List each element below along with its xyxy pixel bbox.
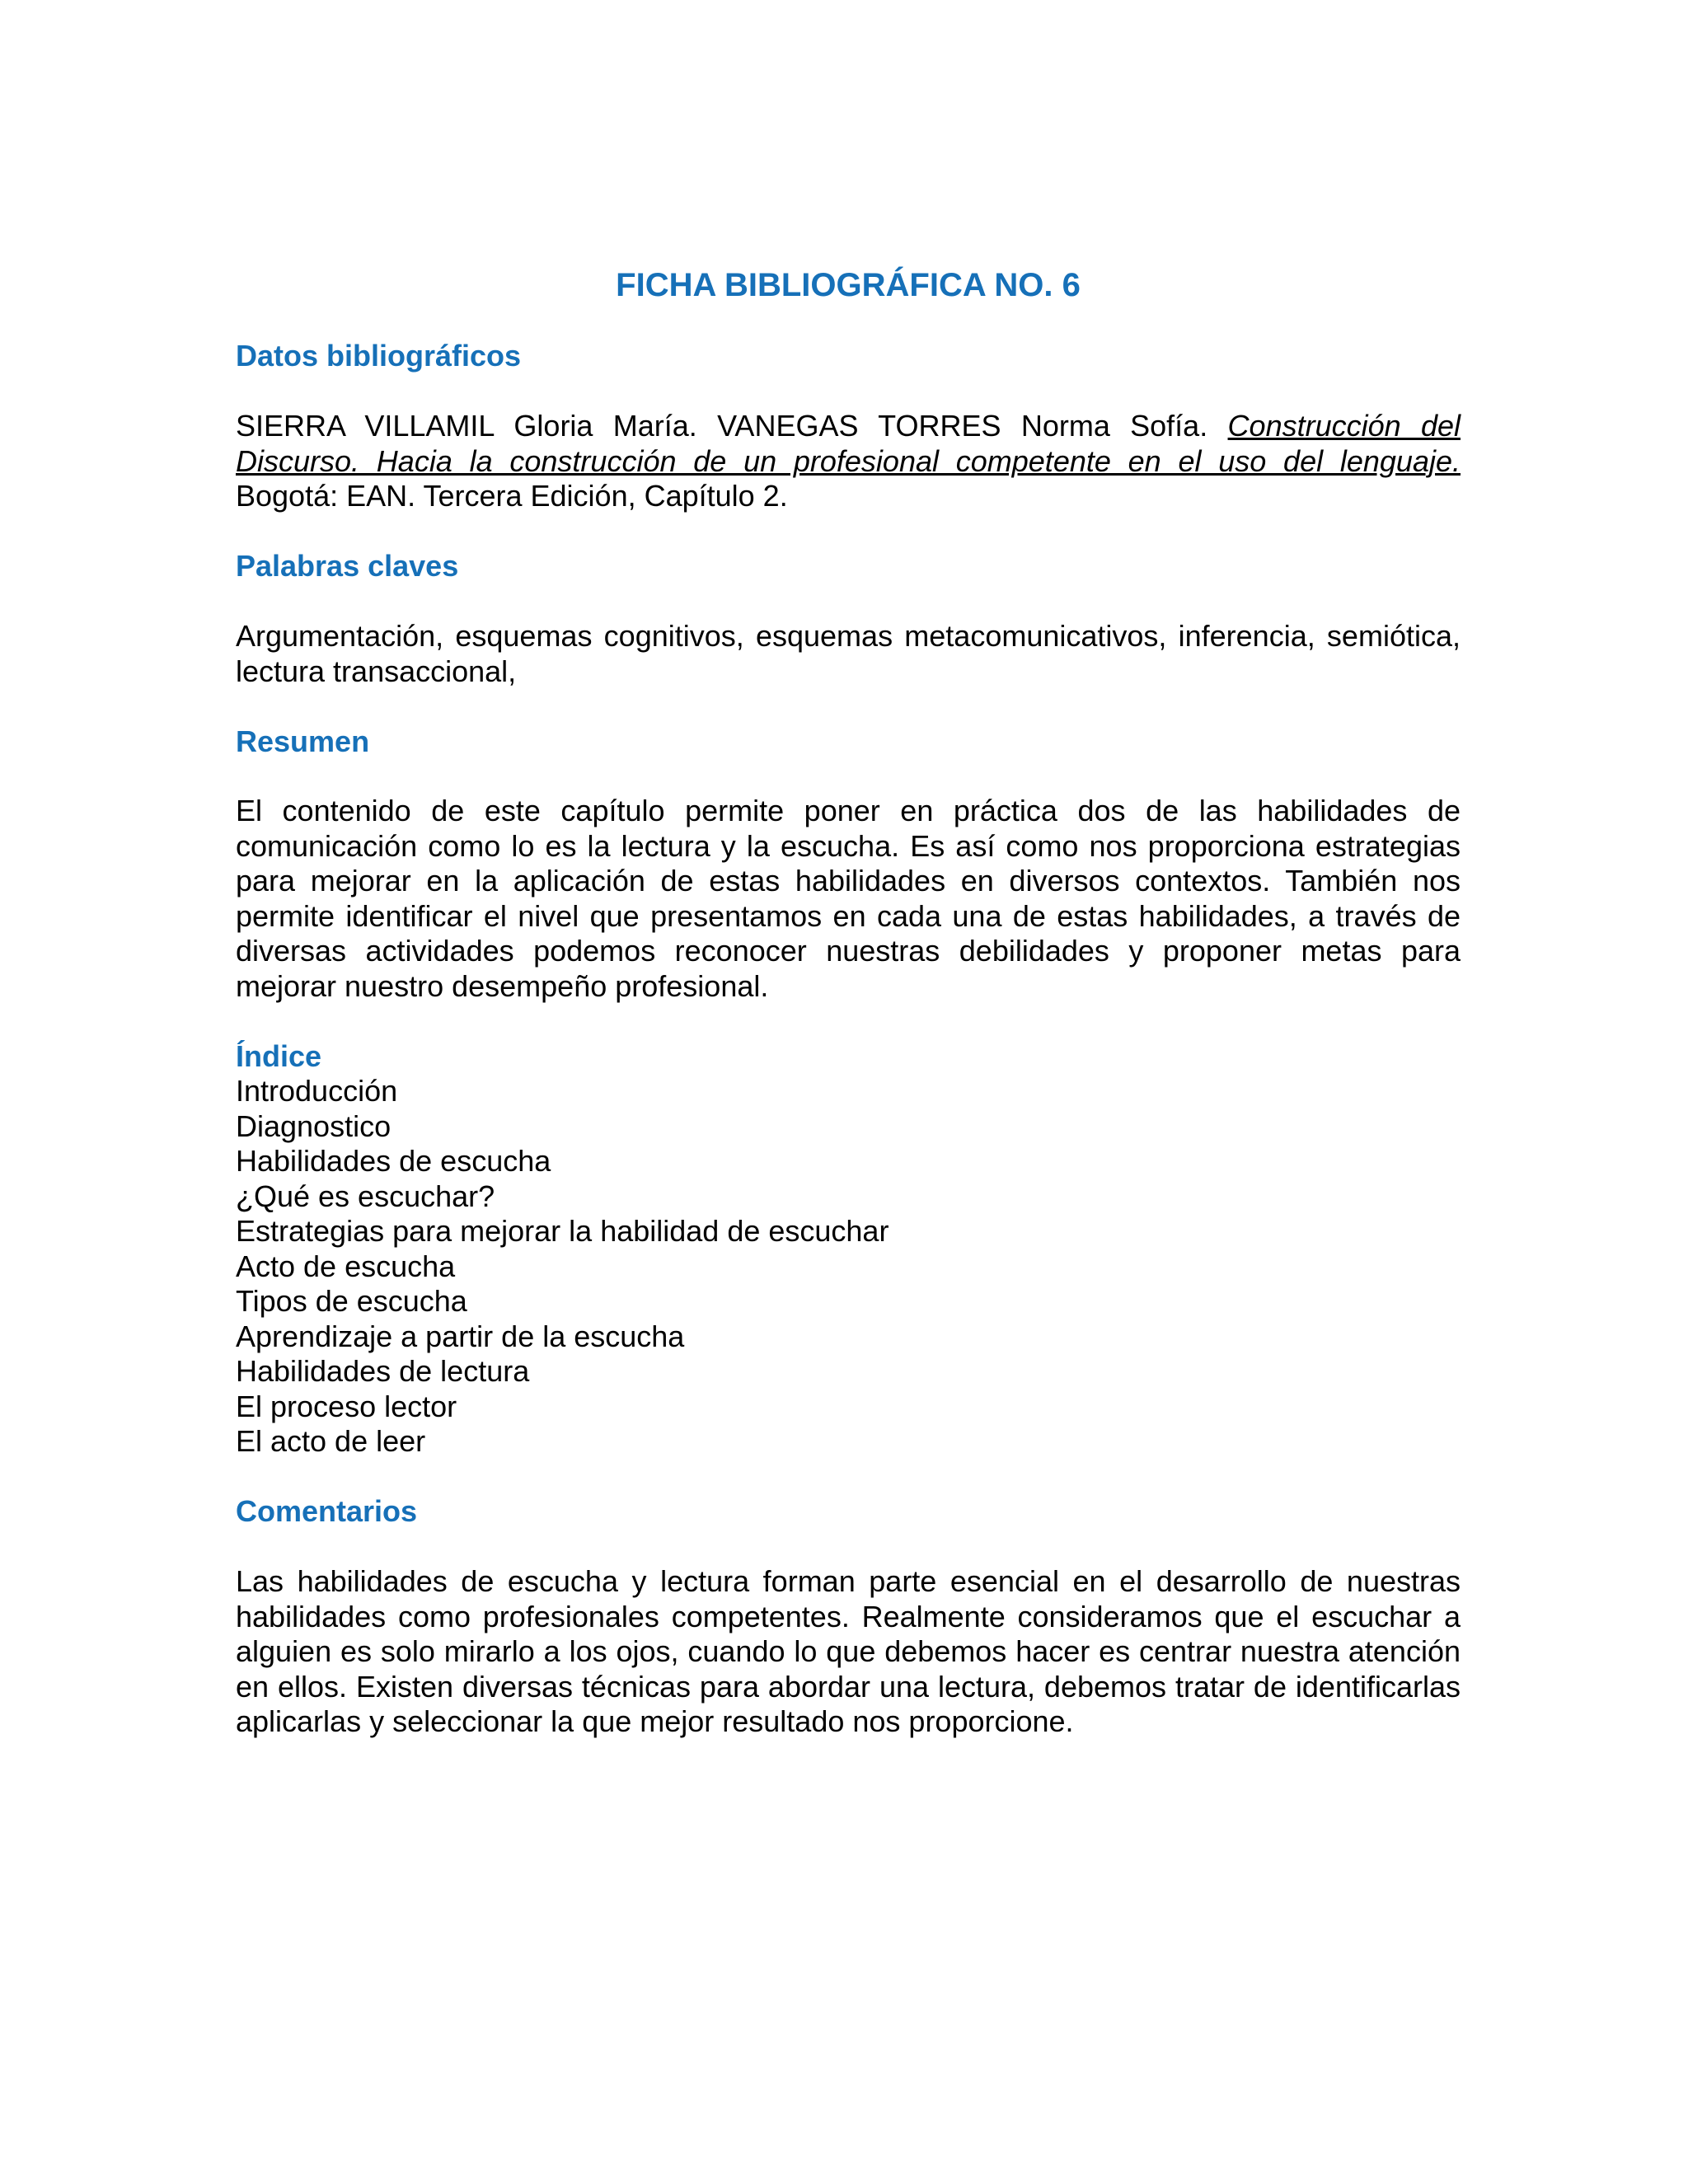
comments-text: Las habilidades de escucha y lectura forman parte esencial en el desarrollo de nuestras habilidades como profesionales competentes. Realmente consideramos que el escuchar a alguien es solo mirarlo a los ojos, cuando lo que debemos hacer es centrar nuestra atención en ellos. Existen diversas técnicas para abordar una lectura, debemos tratar de identificarlas aplicarlas y seleccionar la que mejor resultado nos proporcione.	[236, 1564, 1461, 1738]
index-item: Habilidades de escucha	[236, 1144, 551, 1178]
index-item: Introducción	[236, 1074, 398, 1108]
heading-indice: Índice	[236, 1039, 322, 1073]
index-item: Aprendizaje a partir de la escucha	[236, 1319, 685, 1353]
heading-datos-bibliograficos: Datos bibliográficos	[236, 339, 522, 373]
heading-comentarios: Comentarios	[236, 1494, 418, 1528]
reference-publication: Bogotá: EAN. Tercera Edición, Capítulo 2.	[236, 479, 788, 513]
summary-text: El contenido de este capítulo permite poner en práctica dos de las habilidades de comunicación como lo es la lectura y la escucha. Es así como nos proporciona estrategias para mejorar en la aplicación de estas habilidades en diversos contextos. También nos permite identificar el nivel que presentamos en cada una de estas habilidades, a través de diversas actividades podemos reconocer nuestras debilidades y proponer metas para mejorar nuestro desempeño profesional.	[236, 794, 1461, 1003]
index-item: ¿Qué es escuchar?	[236, 1179, 495, 1213]
bibliographic-reference	[236, 409, 1461, 514]
index-item: El acto de leer	[236, 1424, 426, 1458]
index-item: Acto de escucha	[236, 1249, 456, 1283]
reference-authors: SIERRA VILLAMIL Gloria María. VANEGAS TORRES Norma Sofía.	[236, 409, 1208, 443]
index-item: Tipos de escucha	[236, 1284, 467, 1318]
index-item: Diagnostico	[236, 1108, 392, 1143]
heading-resumen: Resumen	[236, 724, 370, 758]
heading-palabras-claves: Palabras claves	[236, 549, 459, 583]
keywords-text: Argumentación, esquemas cognitivos, esquemas metacomunicativos, inferencia, semiótica, lectura transaccional,	[236, 619, 1461, 688]
reference-book-title: Construcción del Discurso. Hacia la construcción de un profesional competente en el uso del lenguaje.	[236, 409, 1461, 478]
index-list	[236, 1074, 889, 1460]
index-item: El proceso lector	[236, 1389, 457, 1423]
index-item: Estrategias para mejorar la habilidad de escuchar	[236, 1214, 889, 1248]
index-item: Habilidades de lectura	[236, 1354, 530, 1388]
page-title: FICHA BIBLIOGRÁFICA NO. 6	[616, 267, 1081, 303]
